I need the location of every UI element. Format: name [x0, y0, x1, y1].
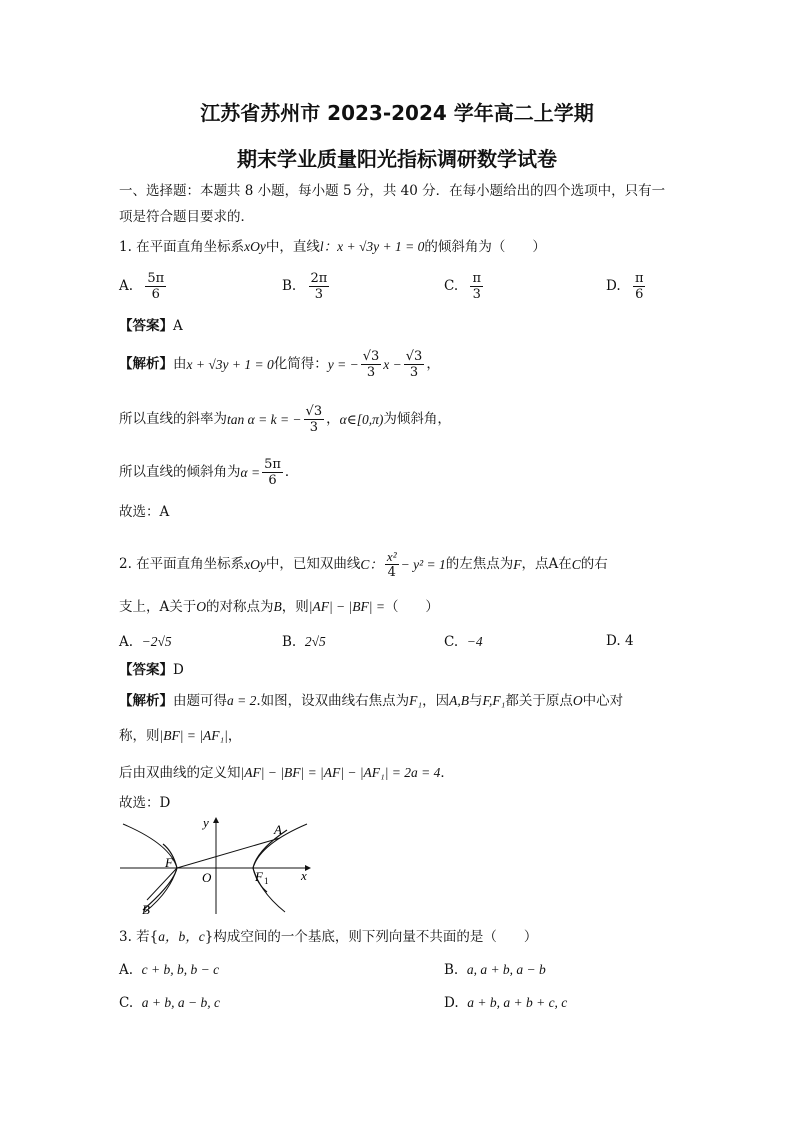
q1-analysis-l2-range: α∈[0,π) [339, 411, 384, 427]
title-line-2: 期末学业质量阳光指标调研数学试卷 [237, 147, 557, 171]
q1-option-d [606, 272, 647, 301]
q1-option-c-den: 3 [472, 287, 481, 302]
hyperbola-figure [115, 814, 315, 916]
q3-option-b-value: a, a + b, a − b [466, 962, 546, 977]
q1-analysis-l1-frac-2 [404, 350, 425, 379]
q1-option-a-label: A. [119, 277, 134, 294]
q1-stem [119, 240, 546, 255]
q2-stem-l2-expr: |AF| − |BF| = [308, 599, 385, 614]
q1-analysis-l2-post: 为倾斜角， [383, 410, 451, 427]
left-branch [143, 844, 177, 910]
q1-option-b-frac [309, 272, 330, 301]
q1-option-b-num: 2π [310, 271, 328, 286]
q3-option-c-label: C. [119, 995, 134, 1011]
q2-stem-C2: C [571, 556, 581, 572]
section-heading-cont: 项是符合题目要求的． [119, 209, 254, 225]
q2-analysis-line-3 [119, 766, 454, 781]
q2-analysis-l3-end: ． [440, 765, 454, 781]
q1-option-b [282, 272, 331, 301]
q3-stem-vecs: a，b，c [158, 929, 205, 944]
q2-analysis-l1-FF1: F,F₁ [482, 693, 506, 708]
q1-option-a-frac [145, 272, 166, 301]
q2-analysis-l2-end: ， [227, 728, 242, 744]
q1-analysis-l2-f-den: 3 [309, 420, 318, 435]
q1-stem-post: 的倾斜角为（ ） [424, 239, 546, 255]
label-y: y [203, 815, 209, 830]
q2-stem-line-2 [119, 600, 439, 615]
q2-answer-value: D [173, 662, 184, 678]
q2-analysis-l1-rest5: 中心对 [582, 693, 624, 709]
q2-stem-l2-post: ，则 [281, 599, 309, 615]
q2-analysis-l1-AB: A,B [449, 693, 469, 708]
q1-analysis-l1-end: ， [426, 355, 440, 372]
q1-analysis-l2-f-num: √3 [305, 404, 323, 419]
q1-option-d-label: D. [606, 277, 621, 294]
q1-analysis-line-1 [119, 350, 440, 379]
q2-stem-l2-pre: 支上，A关于 [119, 599, 197, 615]
q2-analysis-line-2 [119, 729, 241, 744]
q1-analysis-l2-frac [304, 405, 325, 434]
q1-stem-mid: 中，直线 [265, 239, 320, 255]
q2-analysis-l1-rest3: 与 [469, 693, 483, 709]
q2-stem-f-num: x² [386, 549, 397, 564]
q1-answer-value: A [173, 318, 183, 334]
label-F1-subscript: 1 [264, 876, 269, 886]
q2-stem-post3: 的右 [580, 555, 608, 572]
q3-option-b-label: B. [444, 962, 459, 978]
q2-option-d-label: D. [606, 633, 621, 649]
q2-analysis-l3-pre: 后由双曲线的定义知 [119, 765, 241, 781]
q2-stem-frac [385, 550, 399, 579]
q2-stem-eq-rest: − y² = 1 [400, 556, 446, 572]
q2-stem-l2-B: B [273, 599, 282, 614]
q2-choose: 故选：D [119, 795, 171, 811]
q3-option-d [444, 996, 567, 1011]
q2-option-c-label: C. [444, 634, 459, 650]
q2-answer [119, 664, 184, 678]
q2-analysis-tag: 【解析】 [119, 693, 173, 709]
q1-analysis-l2-mid: ， [326, 410, 340, 427]
q2-stem-post2: ，点A在 [521, 555, 572, 572]
q2-stem-mid: 中，已知双曲线 [265, 555, 361, 572]
q2-analysis-l1-rest2: ，因 [422, 693, 450, 709]
q1-option-b-label: B. [282, 277, 297, 294]
q2-stem-sys: xOy [244, 556, 266, 572]
q2-analysis-l2-pre: 称，则 [119, 728, 160, 744]
q2-option-d [606, 635, 634, 649]
q2-stem-l2-end: （ ） [384, 599, 439, 615]
q2-option-b [282, 635, 326, 650]
q3-option-a-label: A. [119, 962, 134, 978]
label-F: F [165, 855, 173, 870]
q1-analysis-l3-f-num: 5π [264, 457, 281, 472]
label-F1: F [255, 869, 263, 884]
q2-analysis-l1-O: O [572, 693, 583, 708]
label-B: B [142, 902, 150, 916]
q3-option-b [444, 963, 546, 978]
segment-FA [177, 838, 280, 868]
q1-analysis-line-2 [119, 405, 451, 434]
q2-analysis-l2-eq: |BF| = |AF₁| [159, 728, 228, 743]
q3-option-c [119, 996, 220, 1011]
q1-analysis-tag: 【解析】 [119, 355, 173, 372]
section-heading: 一、选择题：本题共 8 小题，每小题 5 分，共 40 分．在每小题给出的四个选项中，只有一 [119, 183, 666, 199]
q2-option-a-value: −2√5 [141, 634, 172, 649]
q2-option-d-value: 4 [624, 633, 634, 649]
q3-option-a-value: c + b, b, b − c [141, 962, 220, 977]
q1-choose: 故选：A [119, 504, 170, 520]
q2-option-b-label: B. [282, 634, 297, 650]
q1-analysis-line-3 [119, 458, 298, 487]
q2-stem-post: 的左焦点为 [445, 555, 514, 572]
y-axis-arrow [213, 817, 219, 823]
q1-analysis-l3-pre: 所以直线的倾斜角为 [119, 463, 241, 480]
q2-stem-F: F [513, 556, 522, 572]
q2-analysis-line-1 [119, 694, 623, 709]
q1-analysis-l1-frac-1 [361, 350, 382, 379]
q1-analysis-l2-eq: tan α = k = − [227, 411, 302, 427]
q2-stem-l2-O: O [196, 599, 206, 614]
q1-answer-tag: 【答案】 [119, 318, 173, 334]
q1-analysis-l2-pre: 所以直线的斜率为 [119, 410, 227, 427]
q2-analysis-l1-a: a = 2 [227, 693, 257, 708]
q2-stem-f-den: 4 [387, 565, 396, 580]
q1-option-d-den: 6 [635, 287, 644, 302]
q1-option-c [444, 272, 485, 301]
q2-analysis-l1-F1: F₁ [409, 693, 423, 708]
q1-option-a-den: 6 [151, 287, 160, 302]
q3-option-d-value: a + b, a + b + c, c [467, 995, 568, 1010]
q2-analysis-l3-eq: |AF| − |BF| = |AF| − |AF₁| = 2a = 4 [240, 765, 441, 780]
q3-option-c-value: a + b, a − b, c [141, 995, 220, 1010]
q1-analysis-l1-y: y = − [327, 356, 359, 372]
q1-analysis-l1-f1-num: √3 [362, 349, 380, 364]
title-line-1: 江苏省苏州市 2023-2024 学年高二上学期 [200, 101, 594, 125]
q2-analysis-l1-rest4: 都关于原点 [505, 693, 573, 709]
label-O: O [202, 870, 212, 885]
q2-answer-tag: 【答案】 [119, 662, 173, 678]
label-A: A [274, 822, 282, 837]
q1-analysis-l1-x: x − [383, 356, 402, 372]
q1-analysis-l1-f2-num: √3 [405, 349, 423, 364]
q2-option-b-value: 2√5 [304, 634, 326, 649]
q1-analysis-l1-mid: 化简得： [273, 355, 328, 372]
label-x: x [301, 868, 307, 883]
q2-stem-c: C： [360, 556, 383, 572]
q1-option-c-frac [470, 272, 483, 301]
q1-analysis-l1-eq: x + √3y + 1 = 0 [186, 356, 274, 372]
q2-analysis-l1: 由题可得 [173, 693, 227, 709]
q3-stem [119, 930, 537, 945]
q1-stem-line: l：x + √3y + 1 = 0 [319, 239, 425, 254]
q3-option-a [119, 963, 219, 978]
q1-analysis-l3-f-den: 6 [268, 473, 277, 488]
q1-analysis-l1-pre: 由 [173, 355, 187, 372]
q3-option-d-label: D. [444, 995, 459, 1011]
q2-stem-line-1 [119, 550, 608, 579]
q1-option-b-den: 3 [314, 287, 324, 302]
q2-option-a-label: A. [119, 634, 134, 650]
q1-analysis-l1-f2-den: 3 [409, 365, 419, 380]
q1-option-c-num: π [472, 271, 481, 286]
q1-analysis-l3-eq: α = [240, 464, 261, 480]
q2-stem-l2-mid: 的对称点为 [206, 599, 274, 615]
q2-option-a [119, 635, 172, 650]
q1-stem-sys: xOy [244, 239, 266, 254]
q1-analysis-l1-f1-den: 3 [366, 365, 376, 380]
q2-option-c-value: −4 [466, 634, 483, 649]
q1-option-c-label: C. [444, 277, 459, 294]
q1-option-a [119, 272, 168, 301]
q1-analysis-l3-frac [262, 458, 283, 487]
q1-stem-pre: 1. 在平面直角坐标系 [119, 239, 245, 255]
q1-answer [119, 320, 183, 334]
q1-option-a-num: 5π [147, 271, 165, 286]
q2-option-c [444, 635, 483, 650]
q1-option-d-num: π [634, 271, 644, 286]
q1-option-d-frac [633, 272, 646, 301]
q3-stem-pre: 3. 若{ [119, 929, 159, 945]
q3-stem-post: }构成空间的一个基底，则下列向量不共面的是（ ） [204, 929, 538, 945]
q1-analysis-l3-end: ． [284, 463, 299, 480]
q2-analysis-l1-rest: .如图，设双曲线右焦点为 [256, 693, 410, 709]
q2-stem-pre: 2. 在平面直角坐标系 [119, 555, 245, 572]
